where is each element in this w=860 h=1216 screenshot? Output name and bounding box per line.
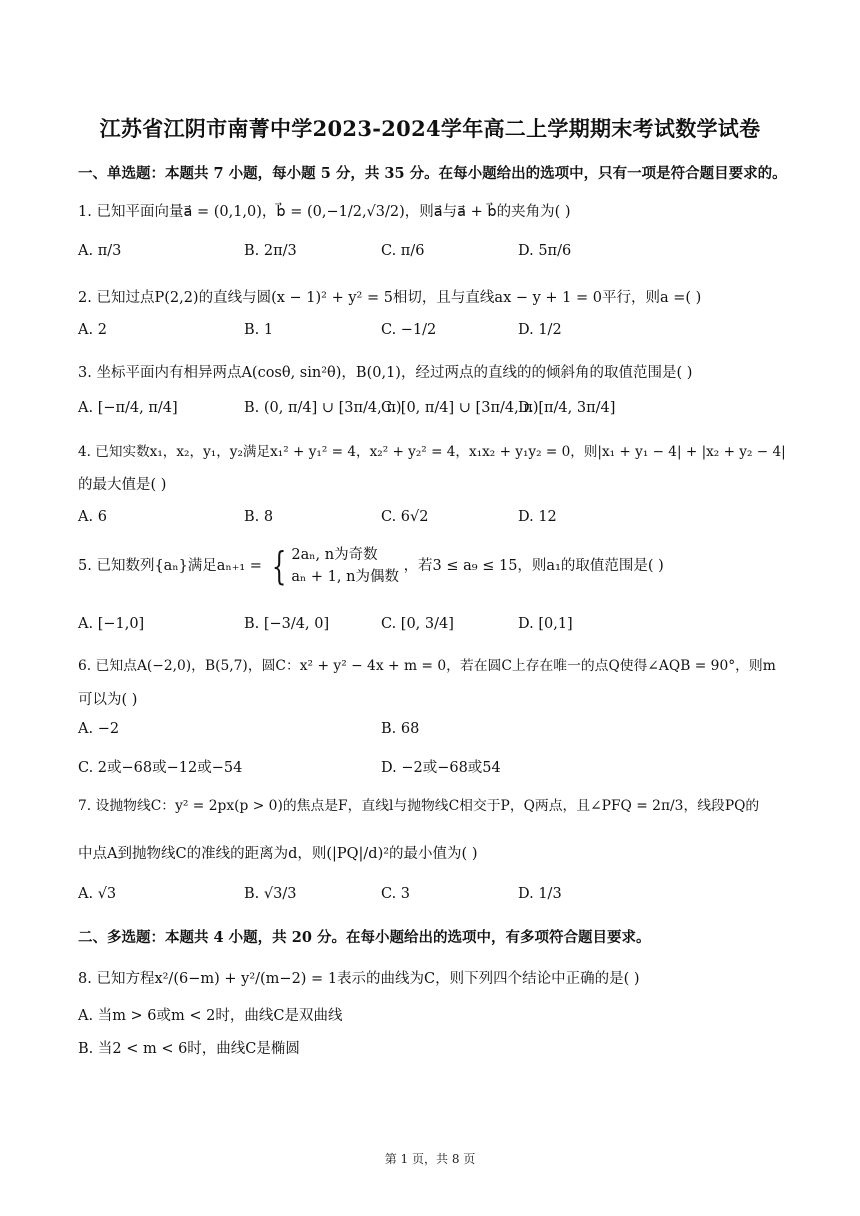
q1-option-d: D. 5π/6	[518, 243, 572, 259]
question-4-line-2: 的最大值是( )	[78, 477, 167, 493]
question-2: 2. 已知过点P(2,2)的直线与圆(x − 1)² + y² = 5相切，且与直线ax − y + 1 = 0平行，则a =( )	[78, 290, 702, 306]
q5-option-d: D. [0,1]	[518, 616, 573, 632]
question-6-line-1: 6. 已知点A(−2,0)，B(5,7)，圆C：x² + y² − 4x + m = 0，若在圆C上存在唯一的点Q使得∠AQB = 90°，则m	[78, 658, 776, 674]
q7-option-b: B. √3/3	[244, 886, 297, 902]
section-heading-single-choice: 一、单选题：本题共 7 小题，每小题 5 分，共 35 分。在每小题给出的选项中，只有一项是符合题目要求的。	[78, 165, 787, 182]
q4-option-c: C. 6√2	[381, 509, 429, 525]
question-1: 1. 已知平面向量a⃗ = (0,1,0)，b⃗ = (0,−1/2,√3/2)，则a⃗与a⃗ + b⃗的夹角为( )	[78, 204, 571, 220]
q3-option-c: C. [0, π/4] ∪ [3π/4, π)	[381, 400, 539, 416]
q5-case-1: 2aₙ, n为奇数	[291, 547, 378, 563]
q7-option-c: C. 3	[381, 886, 411, 902]
q5-suffix: ，若3 ≤ a₉ ≤ 15，则a₁的取值范围是( )	[403, 558, 664, 574]
q1-option-a: A. π/3	[78, 243, 122, 259]
section-heading-multi-choice: 二、多选题：本题共 4 小题，共 20 分。在每小题给出的选项中，有多项符合题目要求。	[78, 929, 651, 946]
q7-option-d: D. 1/3	[518, 886, 562, 902]
question-7-line-2: 中点A到抛物线C的准线的距离为d，则(|PQ|/d)²的最小值为( )	[78, 846, 478, 862]
q5-cases	[291, 544, 399, 588]
q5-brace: {	[271, 544, 286, 588]
q5-option-b: B. [−3/4, 0]	[244, 616, 330, 632]
q5-option-c: C. [0, 3/4]	[381, 616, 454, 632]
q1-option-b: B. 2π/3	[244, 243, 297, 259]
q8-option-a: A. 当m > 6或m < 2时，曲线C是双曲线	[78, 1008, 343, 1024]
q4-option-b: B. 8	[244, 509, 274, 525]
q5-case-2: aₙ + 1, n为偶数	[291, 569, 399, 585]
question-5	[78, 544, 664, 588]
q6-option-a: A. −2	[78, 721, 120, 737]
q6-option-d: D. −2或−68或54	[381, 760, 501, 776]
q3-option-b: B. (0, π/4] ∪ [3π/4, π)	[244, 400, 402, 416]
q2-option-a: A. 2	[78, 322, 107, 338]
page-footer: 第 1 页，共 8 页	[384, 1152, 476, 1166]
q3-option-a: A. [−π/4, π/4]	[78, 400, 178, 416]
q8-option-b: B. 当2 < m < 6时，曲线C是椭圆	[78, 1041, 300, 1057]
q2-option-c: C. −1/2	[381, 322, 437, 338]
q5-option-a: A. [−1,0]	[78, 616, 145, 632]
question-6-line-2: 可以为( )	[78, 692, 138, 708]
question-4-line-1: 4. 已知实数x₁，x₂，y₁，y₂满足x₁² + y₁² = 4，x₂² + y₂² = 4，x₁x₂ + y₁y₂ = 0，则|x₁ + y₁ − 4| + |x₂ + y₂ − 4|	[78, 444, 786, 460]
q1-option-c: C. π/6	[381, 243, 425, 259]
q3-option-d: D. [π/4, 3π/4]	[518, 400, 616, 416]
q2-option-d: D. 1/2	[518, 322, 562, 338]
question-8: 8. 已知方程x²/(6−m) + y²/(m−2) = 1表示的曲线为C，则下列四个结论中正确的是( )	[78, 971, 640, 987]
q2-option-b: B. 1	[244, 322, 274, 338]
q4-option-d: D. 12	[518, 509, 557, 525]
question-7-line-1: 7. 设抛物线C：y² = 2px(p > 0)的焦点是F，直线l与抛物线C相交于P，Q两点，且∠PFQ = 2π/3，线段PQ的	[78, 798, 760, 814]
q4-option-a: A. 6	[78, 509, 107, 525]
q6-option-b: B. 68	[381, 721, 420, 737]
question-3: 3. 坐标平面内有相异两点A(cosθ, sin²θ)，B(0,1)，经过两点的直线的的倾斜角的取值范围是( )	[78, 365, 693, 381]
q7-option-a: A. √3	[78, 886, 117, 902]
q6-option-c: C. 2或−68或−12或−54	[78, 760, 243, 776]
q5-prefix: 5. 已知数列{aₙ}满足aₙ₊₁ =	[78, 558, 262, 574]
page-title: 江苏省江阴市南菁中学2023-2024学年高二上学期期末考试数学试卷	[99, 116, 761, 141]
